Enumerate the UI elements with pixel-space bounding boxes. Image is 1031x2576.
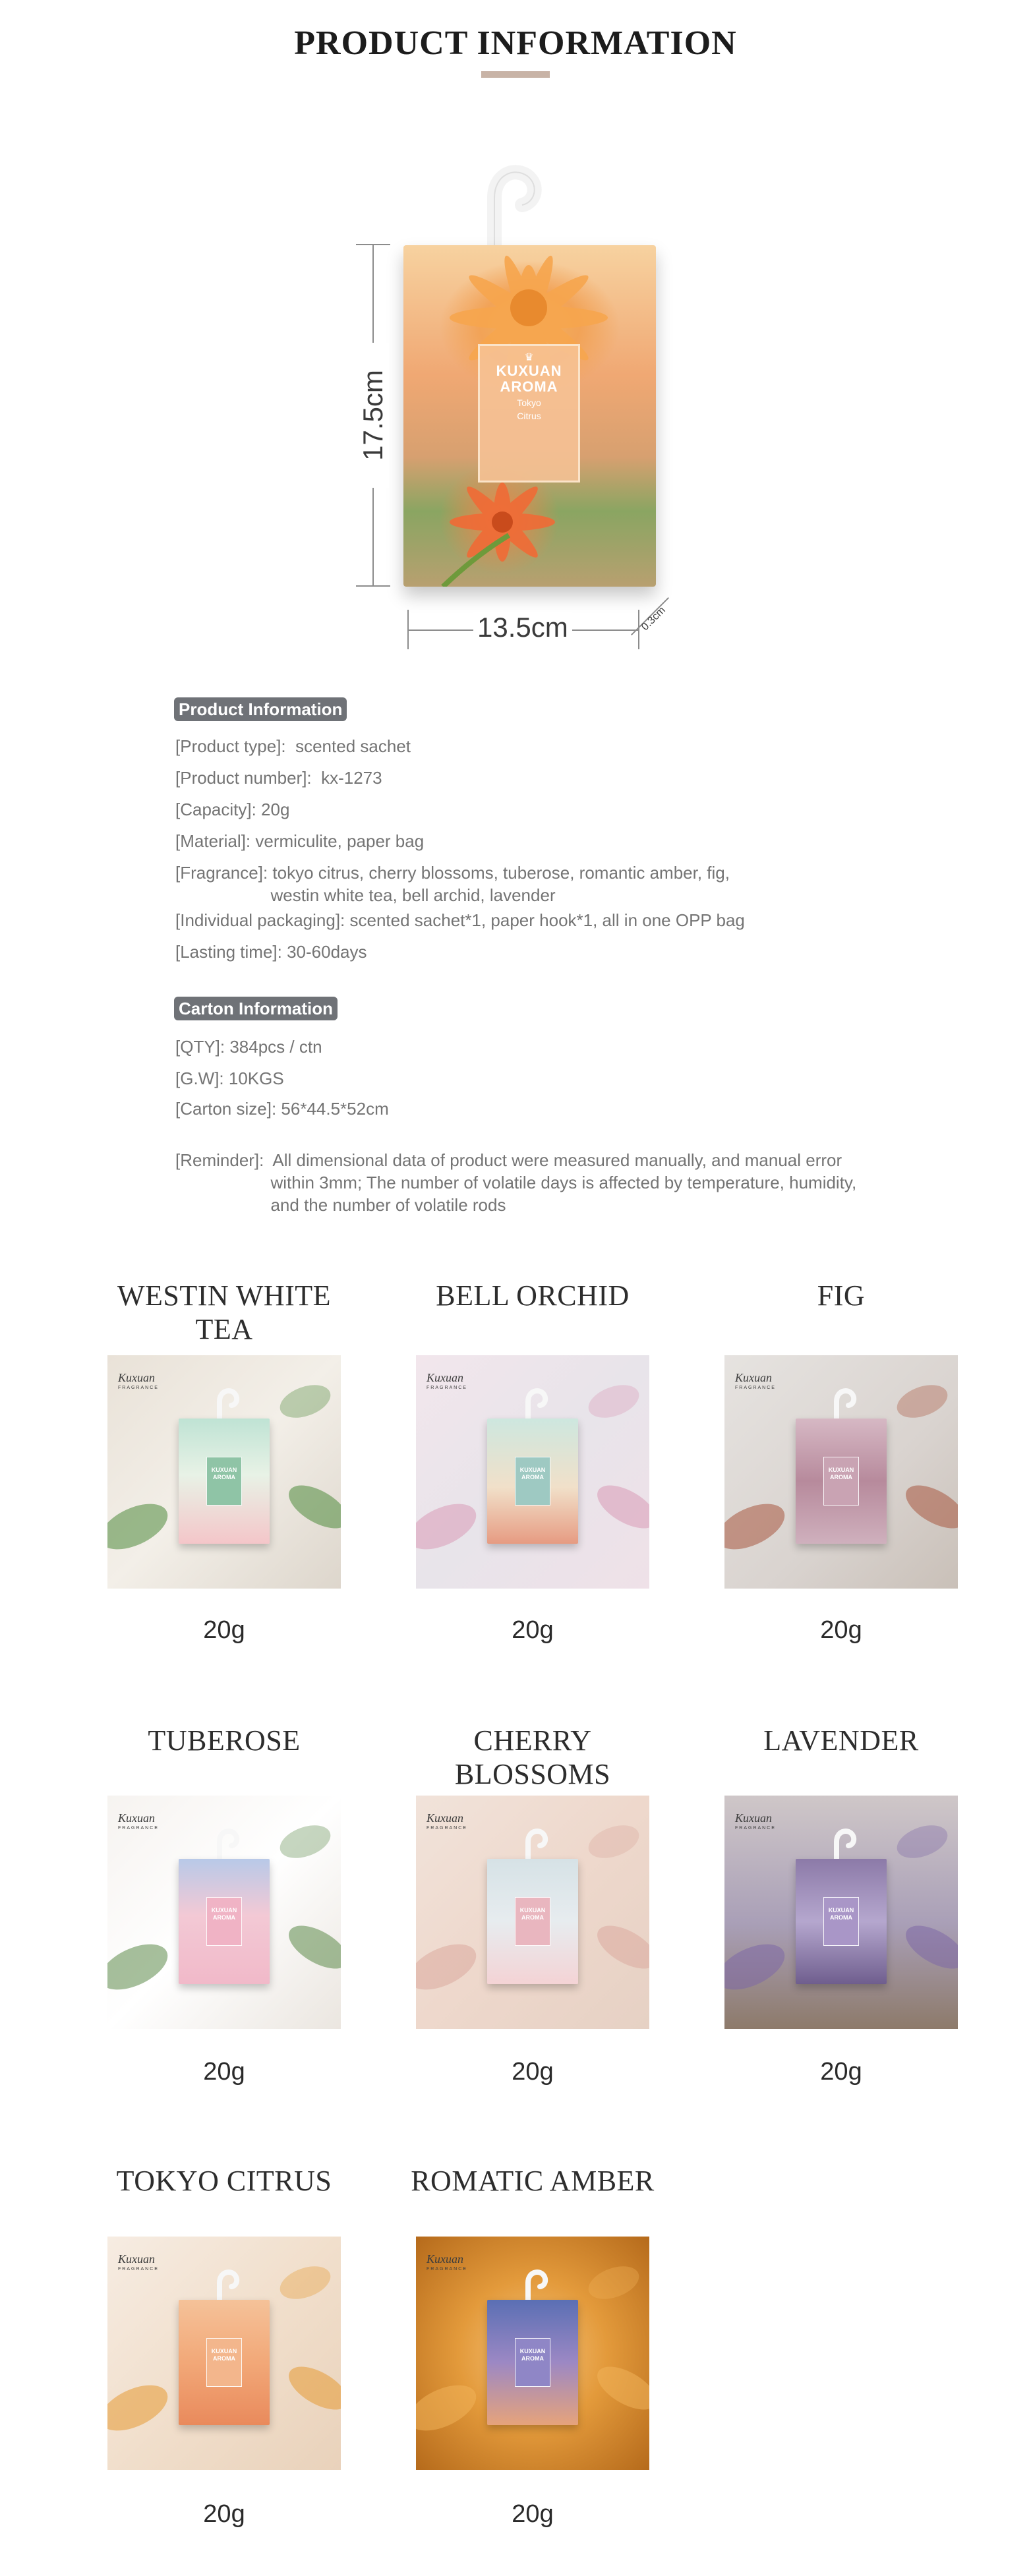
fragrance-line: [Fragrance]: tokyo citrus, cherry blossoms, tuberose, romantic amber, fig, <box>175 863 730 883</box>
product-card-weight: 20g <box>512 2500 554 2528</box>
material-line: [Material]: vermiculite, paper bag <box>175 831 425 851</box>
product-card-title: WESTIN WHITE TEA <box>117 1279 332 1345</box>
sachet-label-line1: KUXUAN <box>211 2348 237 2355</box>
brand-logo-subtext: FRAGRANCE <box>427 2267 467 2271</box>
product-sachet <box>796 1859 887 1984</box>
product-card-image <box>416 2237 649 2470</box>
product-sachet-label <box>206 2338 242 2387</box>
capacity-line: [Capacity]: 20g <box>175 800 290 819</box>
product-sachet <box>179 1859 270 1984</box>
brand-logo-subtext: FRAGRANCE <box>118 1386 159 1390</box>
product-sachet-label <box>515 1457 550 1506</box>
product-card-title: ROMATIC AMBER <box>411 2165 655 2197</box>
reminder-line: [Reminder]: All dimensional data of product were measured manually, and manual error <box>175 1150 842 1170</box>
product-sachet <box>487 1419 578 1544</box>
product-card-title: CHERRY BLOSSOMS <box>454 1724 611 1790</box>
width-dimension-cap-left <box>407 610 409 649</box>
title-underline <box>481 71 550 78</box>
gw-line: [G.W]: 10KGS <box>175 1068 284 1088</box>
sachet-label-line1: KUXUAN <box>828 1907 854 1914</box>
hero-brand-line2: AROMA <box>500 378 558 395</box>
product-card-image <box>724 1796 958 2029</box>
hero-scent-line2: Citrus <box>517 411 541 421</box>
sachet-label-line2: AROMA <box>213 2355 235 2362</box>
product-card-title: BELL ORCHID <box>436 1279 630 1312</box>
sachet-label-line1: KUXUAN <box>519 2348 546 2355</box>
reminder-line-cont2: and the number of volatile rods <box>175 1195 506 1215</box>
sachet-label-line1: KUXUAN <box>211 1467 237 1473</box>
crown-icon: ♛ <box>524 352 534 363</box>
sachet-label-line2: AROMA <box>213 1474 235 1480</box>
sachet-label-line1: KUXUAN <box>211 1907 237 1914</box>
product-card-weight: 20g <box>820 2058 862 2086</box>
product-card-title: TOKYO CITRUS <box>116 2165 332 2197</box>
height-dimension-cap-top <box>356 244 390 245</box>
product-information-badge: Product Information <box>174 697 347 721</box>
product-card-image <box>107 1796 341 2029</box>
product-card-image <box>107 2237 341 2470</box>
product-card-weight: 20g <box>203 2500 245 2528</box>
brand-logo-text: Kuxuan <box>427 2252 463 2266</box>
brand-logo-text: Kuxuan <box>427 1811 463 1825</box>
hero-scent-line1: Tokyo <box>517 397 541 408</box>
product-sachet-label <box>823 1897 859 1946</box>
product-card-image <box>416 1355 649 1589</box>
hero-sachet-label <box>478 344 580 483</box>
brand-logo-text: Kuxuan <box>118 1811 155 1825</box>
sachet-label-line2: AROMA <box>213 1914 235 1921</box>
brand-logo-text: Kuxuan <box>735 1371 772 1384</box>
brand-logo-subtext: FRAGRANCE <box>427 1826 467 1830</box>
sachet-label-line1: KUXUAN <box>828 1467 854 1473</box>
width-label: 13.5cm <box>473 612 572 643</box>
reminder-line-cont1: within 3mm; The number of volatile days is affected by temperature, humidity, <box>175 1173 857 1192</box>
brand-logo-text: Kuxuan <box>118 2252 155 2266</box>
product-sachet-label <box>515 2338 550 2387</box>
product-card-weight: 20g <box>820 1616 862 1644</box>
sachet-label-line1: KUXUAN <box>519 1907 546 1914</box>
sachet-label-line2: AROMA <box>521 1914 544 1921</box>
product-card-title: LAVENDER <box>763 1724 919 1757</box>
sachet-label-line2: AROMA <box>830 1474 852 1480</box>
lasting-time-line: [Lasting time]: 30-60days <box>175 942 367 962</box>
brand-logo-subtext: FRAGRANCE <box>735 1386 776 1390</box>
product-sachet <box>796 1419 887 1544</box>
sachet-label-line2: AROMA <box>521 2355 544 2362</box>
product-card-title: FIG <box>817 1279 866 1312</box>
product-sachet <box>179 2300 270 2425</box>
product-sachet <box>179 1419 270 1544</box>
product-card-image <box>416 1796 649 2029</box>
product-card-weight: 20g <box>512 1616 554 1644</box>
individual-packaging-line: [Individual packaging]: scented sachet*1, paper hook*1, all in one OPP bag <box>175 910 745 930</box>
carton-size-line: [Carton size]: 56*44.5*52cm <box>175 1099 389 1119</box>
sachet-label-line2: AROMA <box>830 1914 852 1921</box>
product-card-image <box>107 1355 341 1589</box>
product-number-line: [Product number]: kx-1273 <box>175 768 382 788</box>
hero-brand-line1: KUXUAN <box>496 363 562 379</box>
carton-information-badge: Carton Information <box>174 997 338 1020</box>
height-label: 17.5cm <box>357 343 389 488</box>
brand-logo-subtext: FRAGRANCE <box>427 1386 467 1390</box>
fragrance-line-cont: westin white tea, bell archid, lavender <box>175 885 556 905</box>
brand-logo-text: Kuxuan <box>427 1371 463 1384</box>
hero-sachet <box>403 245 656 587</box>
brand-logo-subtext: FRAGRANCE <box>118 1826 159 1830</box>
product-card-weight: 20g <box>203 2058 245 2086</box>
brand-logo-subtext: FRAGRANCE <box>118 2267 159 2271</box>
brand-logo-subtext: FRAGRANCE <box>735 1826 776 1830</box>
product-sachet <box>487 1859 578 1984</box>
page-title: PRODUCT INFORMATION <box>294 24 737 62</box>
product-card-title: TUBEROSE <box>148 1724 301 1757</box>
product-sachet-label <box>206 1457 242 1506</box>
product-card-weight: 20g <box>203 1616 245 1644</box>
hanger-hook-icon <box>461 161 547 254</box>
product-sachet-label <box>206 1897 242 1946</box>
product-sachet <box>487 2300 578 2425</box>
sachet-label-line2: AROMA <box>521 1474 544 1480</box>
product-sachet-label <box>515 1897 550 1946</box>
height-dimension-cap-bottom <box>356 585 390 587</box>
product-card-weight: 20g <box>512 2058 554 2086</box>
product-sachet-label <box>823 1457 859 1506</box>
width-dimension-cap-right <box>638 610 639 649</box>
sachet-label-line1: KUXUAN <box>519 1467 546 1473</box>
thickness-label: 0.3cm <box>639 604 668 633</box>
product-card-image <box>724 1355 958 1589</box>
qty-line: [QTY]: 384pcs / ctn <box>175 1037 322 1057</box>
brand-logo-text: Kuxuan <box>118 1371 155 1384</box>
product-type-line: [Product type]: scented sachet <box>175 736 411 756</box>
brand-logo-text: Kuxuan <box>735 1811 772 1825</box>
